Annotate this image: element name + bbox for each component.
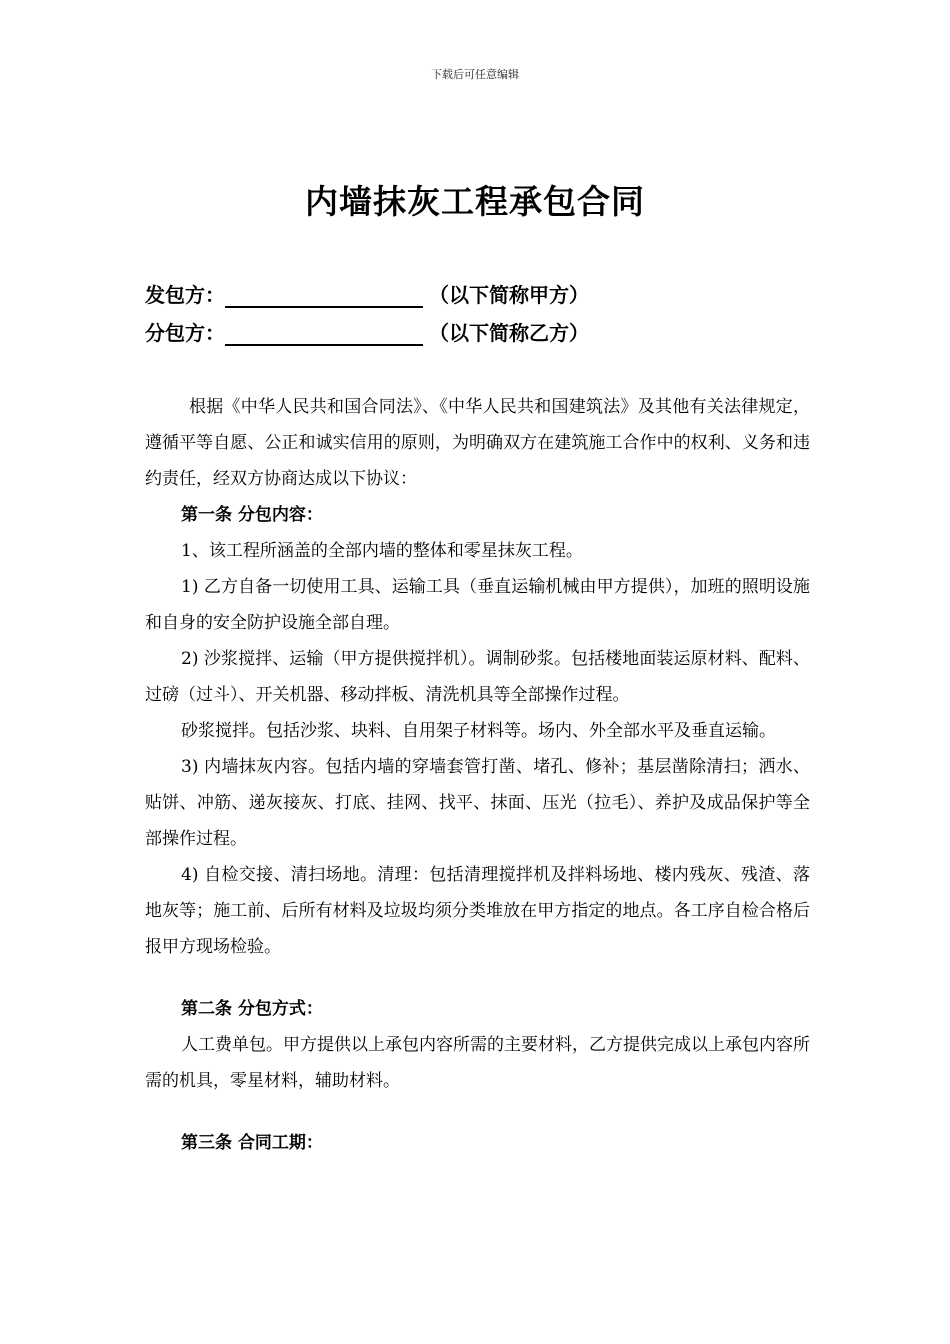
article-1-item-1: 1、该工程所涵盖的全部内墙的整体和零星抹灰工程。 — [181, 541, 583, 561]
party-suffix: （以下简称乙方） — [429, 321, 589, 345]
header-note: 下载后可任意编辑 — [431, 68, 519, 81]
article-2-paragraph: 人工费单包。甲方提供以上承包内容所需的主要材料，乙方提供完成以上承包内容所需的机具，零星材料，辅助材料。 — [145, 1035, 810, 1091]
party-label: 发包方： — [145, 283, 225, 307]
article-2-heading: 第二条 分包方式： — [181, 999, 323, 1019]
party-label: 分包方： — [145, 321, 225, 345]
article-1-item-3: 2) 沙浆搅拌、运输（甲方提供搅拌机）。调制砂浆。包括楼地面装运原材料、配料、过磅（过斗）、开关机器、移动拌板、清洗机具等全部操作过程。 — [145, 649, 810, 705]
article-3-heading: 第三条 合同工期： — [181, 1133, 323, 1153]
party-suffix: （以下简称甲方） — [429, 283, 589, 307]
article-1-heading: 第一条 分包内容： — [181, 505, 323, 525]
article-1-item-5: 3) 内墙抹灰内容。包括内墙的穿墙套管打凿、堵孔、修补；基层凿除清扫；洒水、贴饼、冲筋、递灰接灰、打底、挂网、找平、抹面、压光（拉毛）、养护及成品保护等全部操作过程。 — [145, 757, 810, 849]
spacer — [145, 1099, 810, 1125]
party-name-blank[interactable] — [225, 284, 423, 308]
intro-paragraph: 根据《中华人民共和国合同法》、《中华人民共和国建筑法》及其他有关法律规定，遵循平等自愿、公正和诚实信用的原则，为明确双方在建筑施工合作中的权利、义务和违约责任，经双方协商达成以下协议： — [145, 397, 810, 489]
article-1-item-6: 4) 自检交接、清扫场地。清理：包括清理搅拌机及拌料场地、楼内残灰、残渣、落地灰等；施工前、后所有材料及垃圾均须分类堆放在甲方指定的地点。各工序自检合格后报甲方现场检验。 — [145, 865, 810, 957]
article-1-item-2: 1) 乙方自备一切使用工具、运输工具（垂直运输机械由甲方提供），加班的照明设施和自身的安全防护设施全部自理。 — [145, 577, 810, 633]
spacer — [145, 965, 810, 991]
contract-body — [145, 389, 810, 1161]
party-employer — [145, 279, 589, 308]
document-title: 内墙抹灰工程承包合同 — [305, 182, 645, 221]
article-1-item-4: 砂浆搅拌。包括沙浆、块料、自用架子材料等。场内、外全部水平及垂直运输。 — [181, 721, 776, 741]
party-name-blank[interactable] — [225, 322, 423, 346]
party-subcontractor — [145, 317, 589, 346]
